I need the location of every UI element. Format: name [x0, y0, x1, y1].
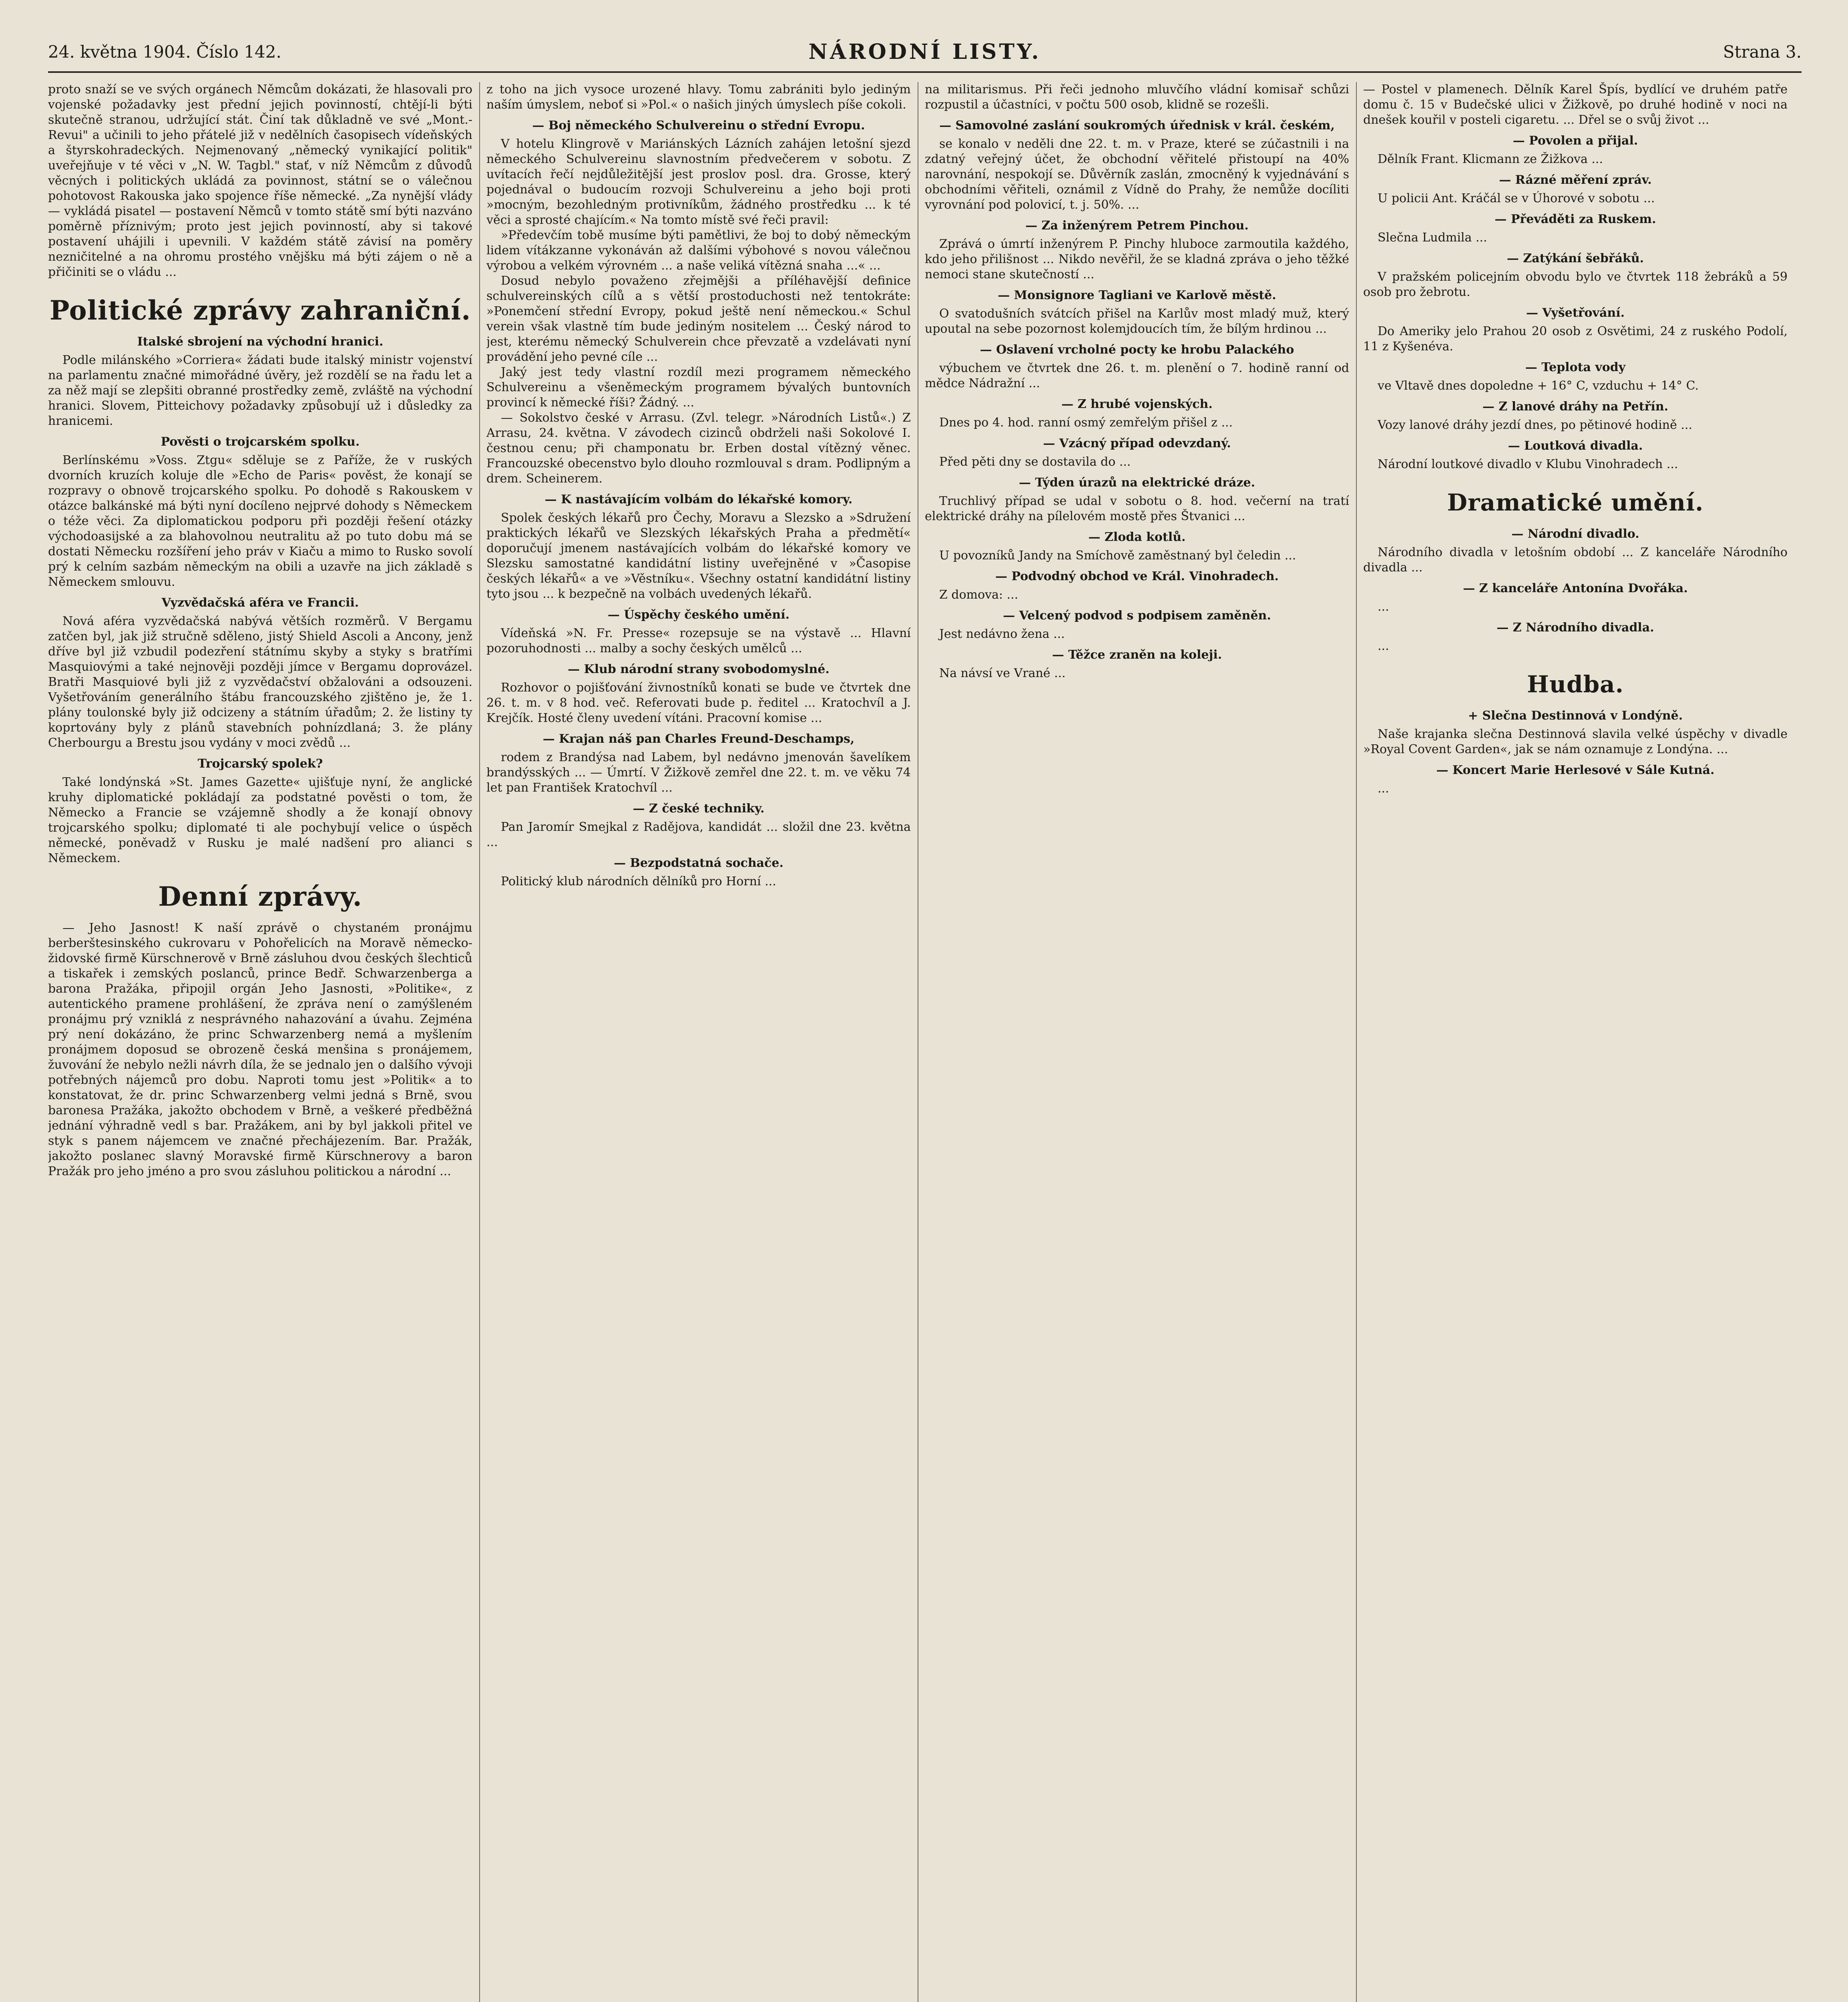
- article-text: O svatodušních svátcích přišel na Karlův most mladý muž, který upoutal na sebe pozornost kolemjdoucích tím, že bílým hrdinou ...: [925, 307, 1349, 336]
- article-text: Zprává o úmrtí inženýrem P. Pinchy hluboce zarmoutila každého, kdo jeho přilišnost ... Nikdo nevěřil, že se kladná zpráva o jeho těžké nemoci stane skutečností ...: [925, 237, 1349, 281]
- article-text: ve Vltavě dnes dopoledne + 16° C, vzduchu + 14° C.: [1378, 379, 1699, 393]
- article-text: Naše krajanka slečna Destinnová slavila velké úspěchy v divadle »Royal Covent Garden«, jak se nám oznamuje z Londýna. ...: [1363, 727, 1788, 756]
- article-heading: — Povolen a přijal.: [1513, 134, 1638, 148]
- article-text: — Jeho Jasnost! K naší zprávě o chystaném pronájmu berberštesinského cukrovaru v Pohořelicích na Moravě německo-židovské firmě Kürschnerově v Brně zásluhou dvou českých šlechticů a tiskařek i zemských poslanců, prince Bedř. Schwarzenberga a barona Pražáka, připojil orgán Jeho Jasnosti, »Politike«, z autentického pramene prohlášení, že zpráva není o zamýšleném pronájmu prý vzniklá z nesprávného nahazování a úvahu. Zejména prý není dokázáno, že princ Schwarzenberg nemá a myšlením pronájmem doposud se obrozeně česká menšina s pronájemem, žuvování že nebylo nežli návrh díla, že se jednalo jen o dalšího vývoji potřebných nájemců pro dobu. Naproti tomu jest »Politik« a to konstatovat, že dr. princ Schwarzenberg velmi jedná s Brně, svou baronesa Pražáka, jakožto obchodem v Brně, a veškeré předběžná jednání výhradně vedl s bar. Pražákem, ani by byl jakkoli přitel ve styk s panem nájemcem ve značné přechájezením. Bar. Pražák, jakožto poslanec slavný Moravské firmě Kürschnerovy a baron Pražák pro jeho jméno a pro svou zásluhou politickou a národní ...: [48, 921, 472, 1178]
- article-text: — Sokolstvo české v Arrasu. (Zvl. telegr. »Národních Listů«.) Z Arrasu, 24. května. V závodech cizinců obdrželi naši Sokolové I. čestnou cenu; při champonatu br. Erben dostal vítězný věnec. Francouzské obecenstvo bylo dlouho rozmlouval s dram. Podlipným a drem. Scheinerem.: [486, 411, 911, 486]
- section-heading: Politické zprávy zahraniční.: [49, 295, 471, 326]
- article-heading: — Klub národní strany svobodomyslné.: [568, 662, 830, 676]
- article-heading: — Z hrubé vojenských.: [1061, 397, 1213, 411]
- article-text: Podle milánského »Corriera« žádati bude italský ministr vojenství na parlamentu značné mimořádné úvěry, jež rozdělí se na řadu let a za něž mají se zlepšiti obranné prostředky země, zvláště na východní hranici. Slovem, Pitteichovy požadavky způsobují už i důsledky za hranicemi.: [48, 353, 472, 428]
- article-text: Pan Jaromír Smejkal z Radějova, kandidát ... složil dne 23. května ...: [486, 820, 911, 849]
- article-text: Spolek českých lékařů pro Čechy, Moravu a Slezsko a »Sdružení praktických lékařů ve Slezských lékařských Praha a předmětí« doporučují jmenem nastávajících volbám do lékařské komory ve Slezsku samostatné kandidátní listiny uveřejněné v »Časopise českých lékařů« a ve »Věstníku«. Všechny ostatní kandidátní listiny tyto jsou ... k bezpečně na volbách uvedených lékařů.: [486, 511, 911, 601]
- article-text: Nová aféra vyzvědačská nabývá větších rozměrů. V Bergamu zatčen byl, jak již stručně sděleno, jistý Shield Ascoli a Ancony, jenž dříve byl již vzbudil podezření státnímu skyby a styky s bratřími Masquiovými a také nejnověji později jímce v Bergamu doprovázel. Bratři Masquiové byli již z vyzvědačství obžalováni a odsouzeni. Vyšetřováním generálního štábu francouzského zjištěno je, že 1. plány toulonské byly již odcizeny a státním úřadům; 2. že listiny ty koprtovány byly z plánů stavebních pohnízdlaná; 3. že plány Cherbourgu a Brestu jsou vydány v moci zvědů ...: [48, 614, 472, 750]
- article-heading: — Za inženýrem Petrem Pinchou.: [1025, 219, 1249, 233]
- article-text: U policii Ant. Kráčál se v Úhorové v sobotu ...: [1378, 191, 1655, 205]
- article-text: Slečna Ludmila ...: [1378, 231, 1487, 245]
- article-text: Také londýnská »St. James Gazette« ujišťuje nyní, že anglické kruhy diplomatické pokládají za podstatné pověsti o tom, že Německo a Francie se vzájemně shodly a že konají obnovy trojcarského spolku; diplomaté ti ale pochybují velice o úspěch německé, poněvadž v Rusku je malé nadšení pro alianci s Německem.: [48, 775, 472, 865]
- article-text: Na návsí ve Vrané ...: [939, 666, 1066, 680]
- article-heading: — Národní divadlo.: [1511, 527, 1639, 541]
- article-text: Z domova: ...: [939, 588, 1018, 602]
- article-text: Jaký jest tedy vlastní rozdíl mezi programem německého Schulvereinu a všeněmeckým programem bývalých buntovních provincí k německé říši? Žádný. ...: [486, 365, 911, 410]
- article-text: — Postel v plamenech. Dělník Karel Špís, bydlící ve druhém patře domu č. 15 v Budečské ulici v Žižkově, po druhé hodině v noci na dnešek kouřil v posteli cigaretu. ... Dřel se o svůj život ...: [1363, 82, 1788, 127]
- section-heading: Dramatické umění.: [1447, 489, 1704, 516]
- article-heading: — Monsignore Tagliani ve Karlově městě.: [998, 288, 1276, 302]
- article-text: »Předevčím tobě musíme býti pamětlivi, že boj to dobý německým lidem vítákzanne vykonáván až dalšími výbohové s novou válečnou výrobou a velkém výrovném ... a naše veliká vítězná snaha ...« ...: [486, 228, 911, 273]
- article-heading: — Z české techniky.: [633, 802, 765, 816]
- article-heading: — Bezpodstatná sochače.: [614, 856, 783, 870]
- column-divider: [479, 82, 480, 2002]
- article-heading: — Úspěchy českého umění.: [607, 608, 790, 622]
- article-heading: — Krajan náš pan Charles Freund-Deschamps,: [542, 732, 855, 746]
- page-number: Strana 3.: [1723, 42, 1802, 62]
- article-text: se konalo v neděli dne 22. t. m. v Praze, které se zúčastnili i na zdatný veřejný účet, že obchodní věřitelé přistoupí na 40% narovnání, nespokojí se. Důvěrník zaslán, zmocněný k vyjednávání s obchodními věřiteli, oznámil z Vídně do Prahy, že nemůže docíliti vyrovnání pod polovicí, t. j. 50%. ...: [925, 137, 1349, 212]
- article-heading: — Vzácný případ odevzdaný.: [1043, 436, 1231, 450]
- article-heading: — Podvodný obchod ve Král. Vinohradech.: [995, 569, 1279, 583]
- article-text: rodem z Brandýsa nad Labem, byl nedávno jmenován šavelíkem brandýsských ... — Úmrtí. V Žižkově zemřel dne 22. t. m. ve věku 74 let pan František Kratochvíl ...: [486, 750, 911, 795]
- article-heading: — Koncert Marie Herlesové v Sále Kutná.: [1436, 763, 1715, 777]
- section-heading: Denní zprávy.: [158, 881, 362, 912]
- article-text: Rozhovor o pojišťování živnostníků konati se bude ve čtvrtek dne 26. t. m. v 8 hod. več. Referovati bude p. ředitel ... Kratochvíl a J. Krejčík. Hosté členy uvedení vítáni. Pracovní komise ...: [486, 681, 911, 725]
- article-text: Národního divadla v letošním období ... Z kanceláře Národního divadla ...: [1363, 545, 1788, 575]
- article-heading: — Boj německého Schulvereinu o střední Evropu.: [532, 119, 865, 133]
- article-heading: — Zatýkání šebřáků.: [1507, 251, 1644, 265]
- article-text: Dosud nebylo považeno zřejmějši a příléhavější definice schulvereinských cílů a s větší prostoduchosti než tentokráte: »Ponemčení střední Evropy, pokud ještě není německou.« Schul verein však vlastně tím bude jediným nositelem ... Český národ to jest, kterému německý Schulverein chce převzatě a vzdelávati nyní provádění jeho pevné cíle ...: [486, 274, 911, 364]
- article-heading: — Velcený podvod s podpisem zaměněn.: [1003, 609, 1271, 623]
- article-text: V hotelu Klingrově v Mariánských Lázních zahájen letošní sjezd německého Schulvereinu slavnostním předvečerem v sobotu. Z uvítacích řečí nejdůležitější jest proslov posl. dra. Grosse, který pojednával o budoucím rozvoji Schulvereinu a jeho boji proti »mocným, bezohledným protivníkům, žádného prostředku ... k té věci a sprosté chajícím.« Na tomto místě své řeči pravil:: [486, 137, 911, 227]
- article-text: Národní loutkové divadlo v Klubu Vinohradech ...: [1378, 457, 1678, 471]
- article-heading: Vyzvědačská aféra ve Francii.: [161, 596, 359, 610]
- article-text: z toho na jich vysoce urozené hlavy. Tomu zabrániti bylo jediným naším úmyslem, neboť si »Pol.« o našich jiných úmyslech píše cokoli.: [486, 82, 911, 112]
- article-heading: — Zloda kotlů.: [1088, 530, 1186, 544]
- article-heading: — Oslavení vrcholné pocty ke hrobu Palackého: [980, 343, 1294, 357]
- article-heading: — Z Národního divadla.: [1496, 621, 1654, 635]
- article-text: Truchlivý případ se udal v sobotu o 8. hod. večerní na tratí elektrické dráhy na pílelovém mostě přes Štvanici ...: [925, 494, 1349, 523]
- article-text: Dělník Frant. Klicmann ze Žižkova ...: [1378, 152, 1603, 166]
- masthead: NÁRODNÍ LISTY.: [808, 40, 1041, 64]
- column-4: [1363, 82, 1788, 2002]
- article-heading: + Slečna Destinnová v Londýně.: [1468, 709, 1683, 723]
- article-heading: — Vyšetřování.: [1526, 306, 1625, 320]
- article-text: Berlínskému »Voss. Ztgu« sděluje se z Paříže, že v ruských dvorních kruzích koluje dle »Echo de Paris« pověst, že konají se rozpravy o obnově trojcarského spolku. Po dohodě s Rakouskem v otázce balkánské má býti nyní docíleno nejprvé dohody s Německem o téže věci. Za diplomatickou podporu při později řešení otázky východoasijské a za blahovolnou neutralitu až po tuto dobu má se dostati Německu rozšíření jeho práv v Kiaču a mimo to Rusko sovolí prý k celním sazbám německým na obili a uzavře na jich základě s Německem smlouvu.: [48, 453, 472, 589]
- article-text: V pražském policejním obvodu bylo ve čtvrtek 118 žebráků a 59 osob pro žebrotu.: [1363, 270, 1788, 299]
- page-header: [48, 40, 1802, 64]
- article-text: Dnes po 4. hod. ranní osmý zemřelým přišel z ...: [939, 416, 1233, 430]
- article-text: proto snaží se ve svých orgánech Němcům dokázati, že hlasovali pro vojenské požadavky jest přední jejich povinností, chtějí-li býti skutečně stranou, udržující stát. Činí tak důkladně ve své „Mont.-Revui" a učinili to jeho přátelé již v nedělních časopisech vídeňských a štyrskohradeckých. Nejmenovaný „německý vynikající politik" uveřejňuje v té věci v „N. W. Tagbl." stať, v níž Němcům z důvodů věcných i politických ukládá za povinnost, státní se o válečnou pohotovost Rakouska jako spojence říše německé. „Za nynější vlády — vykládá pisatel — postavení Němců v tomto státě smí býti nazváno poměrně příznivým; proto jest jejich povinností, aby si takové postavení uhájili i upevnili. V každém státě závisí na poměry nezničitelné a na ohromu prostého vnějšku má býti zájem o ně a přičiniti se o vládu ...: [48, 82, 472, 279]
- article-heading: — Z lanové dráhy na Petřín.: [1482, 400, 1669, 414]
- column-3: [925, 82, 1349, 2002]
- article-heading: — Převáděti za Ruskem.: [1494, 212, 1656, 226]
- column-1: [48, 82, 472, 2002]
- article-heading: — K nastávajícím volbám do lékařské komory.: [544, 492, 853, 507]
- article-text: Vídeňská »N. Fr. Presse« rozepsuje se na výstavě ... Hlavní pozoruhodnosti ... malby a sochy českých umělců ...: [486, 626, 911, 655]
- article-heading: Pověsti o trojcarském spolku.: [161, 435, 360, 449]
- article-heading: — Těžce zraněn na koleji.: [1052, 648, 1222, 662]
- article-text: ...: [1378, 639, 1389, 653]
- article-heading: Italské sbrojení na východní hranici.: [137, 335, 384, 349]
- article-text: ...: [1378, 782, 1389, 796]
- article-text: Jest nedávno žena ...: [939, 627, 1065, 641]
- article-text: na militarismus. Při řeči jednoho mluvčího vládní komisař schůzi rozpustil a účastníci, v počtu 500 osob, klidně se rozešli.: [925, 82, 1349, 112]
- section-heading: Hudba.: [1527, 671, 1624, 698]
- article-text: Politický klub národních dělníků pro Horní ...: [501, 874, 776, 888]
- article-heading: — Týden úrazů na elektrické dráze.: [1018, 476, 1255, 490]
- article-text: Před pěti dny se dostavila do ...: [939, 455, 1131, 469]
- article-text: Vozy lanové dráhy jezdí dnes, po pětinové hodině ...: [1378, 418, 1692, 432]
- issue-date: 24. května 1904. Číslo 142.: [48, 42, 281, 62]
- article-heading: — Z kanceláře Antonína Dvořáka.: [1463, 581, 1688, 595]
- article-text: výbuchem ve čtvrtek dne 26. t. m. plenění o 7. hodině ranní od mědce Nádražní ...: [925, 361, 1349, 390]
- article-text: ...: [1378, 600, 1389, 614]
- column-divider: [1356, 82, 1357, 2002]
- article-text: U povozníků Jandy na Smíchově zaměstnaný byl čeledin ...: [939, 549, 1296, 563]
- article-heading: Trojcarský spolek?: [197, 757, 323, 771]
- article-heading: — Loutková divadla.: [1508, 439, 1643, 453]
- column-2: [486, 82, 911, 2002]
- article-heading: — Rázné měření zpráv.: [1499, 173, 1652, 187]
- article-text: Do Ameriky jelo Prahou 20 osob z Osvětimi, 24 z ruského Podolí, 11 z Kyšenéva.: [1363, 324, 1788, 354]
- article-heading: — Samovolné zaslání soukromých úřednisk v král. českém,: [939, 119, 1335, 133]
- header-rule: [48, 71, 1802, 73]
- article-heading: — Teplota vody: [1525, 360, 1626, 374]
